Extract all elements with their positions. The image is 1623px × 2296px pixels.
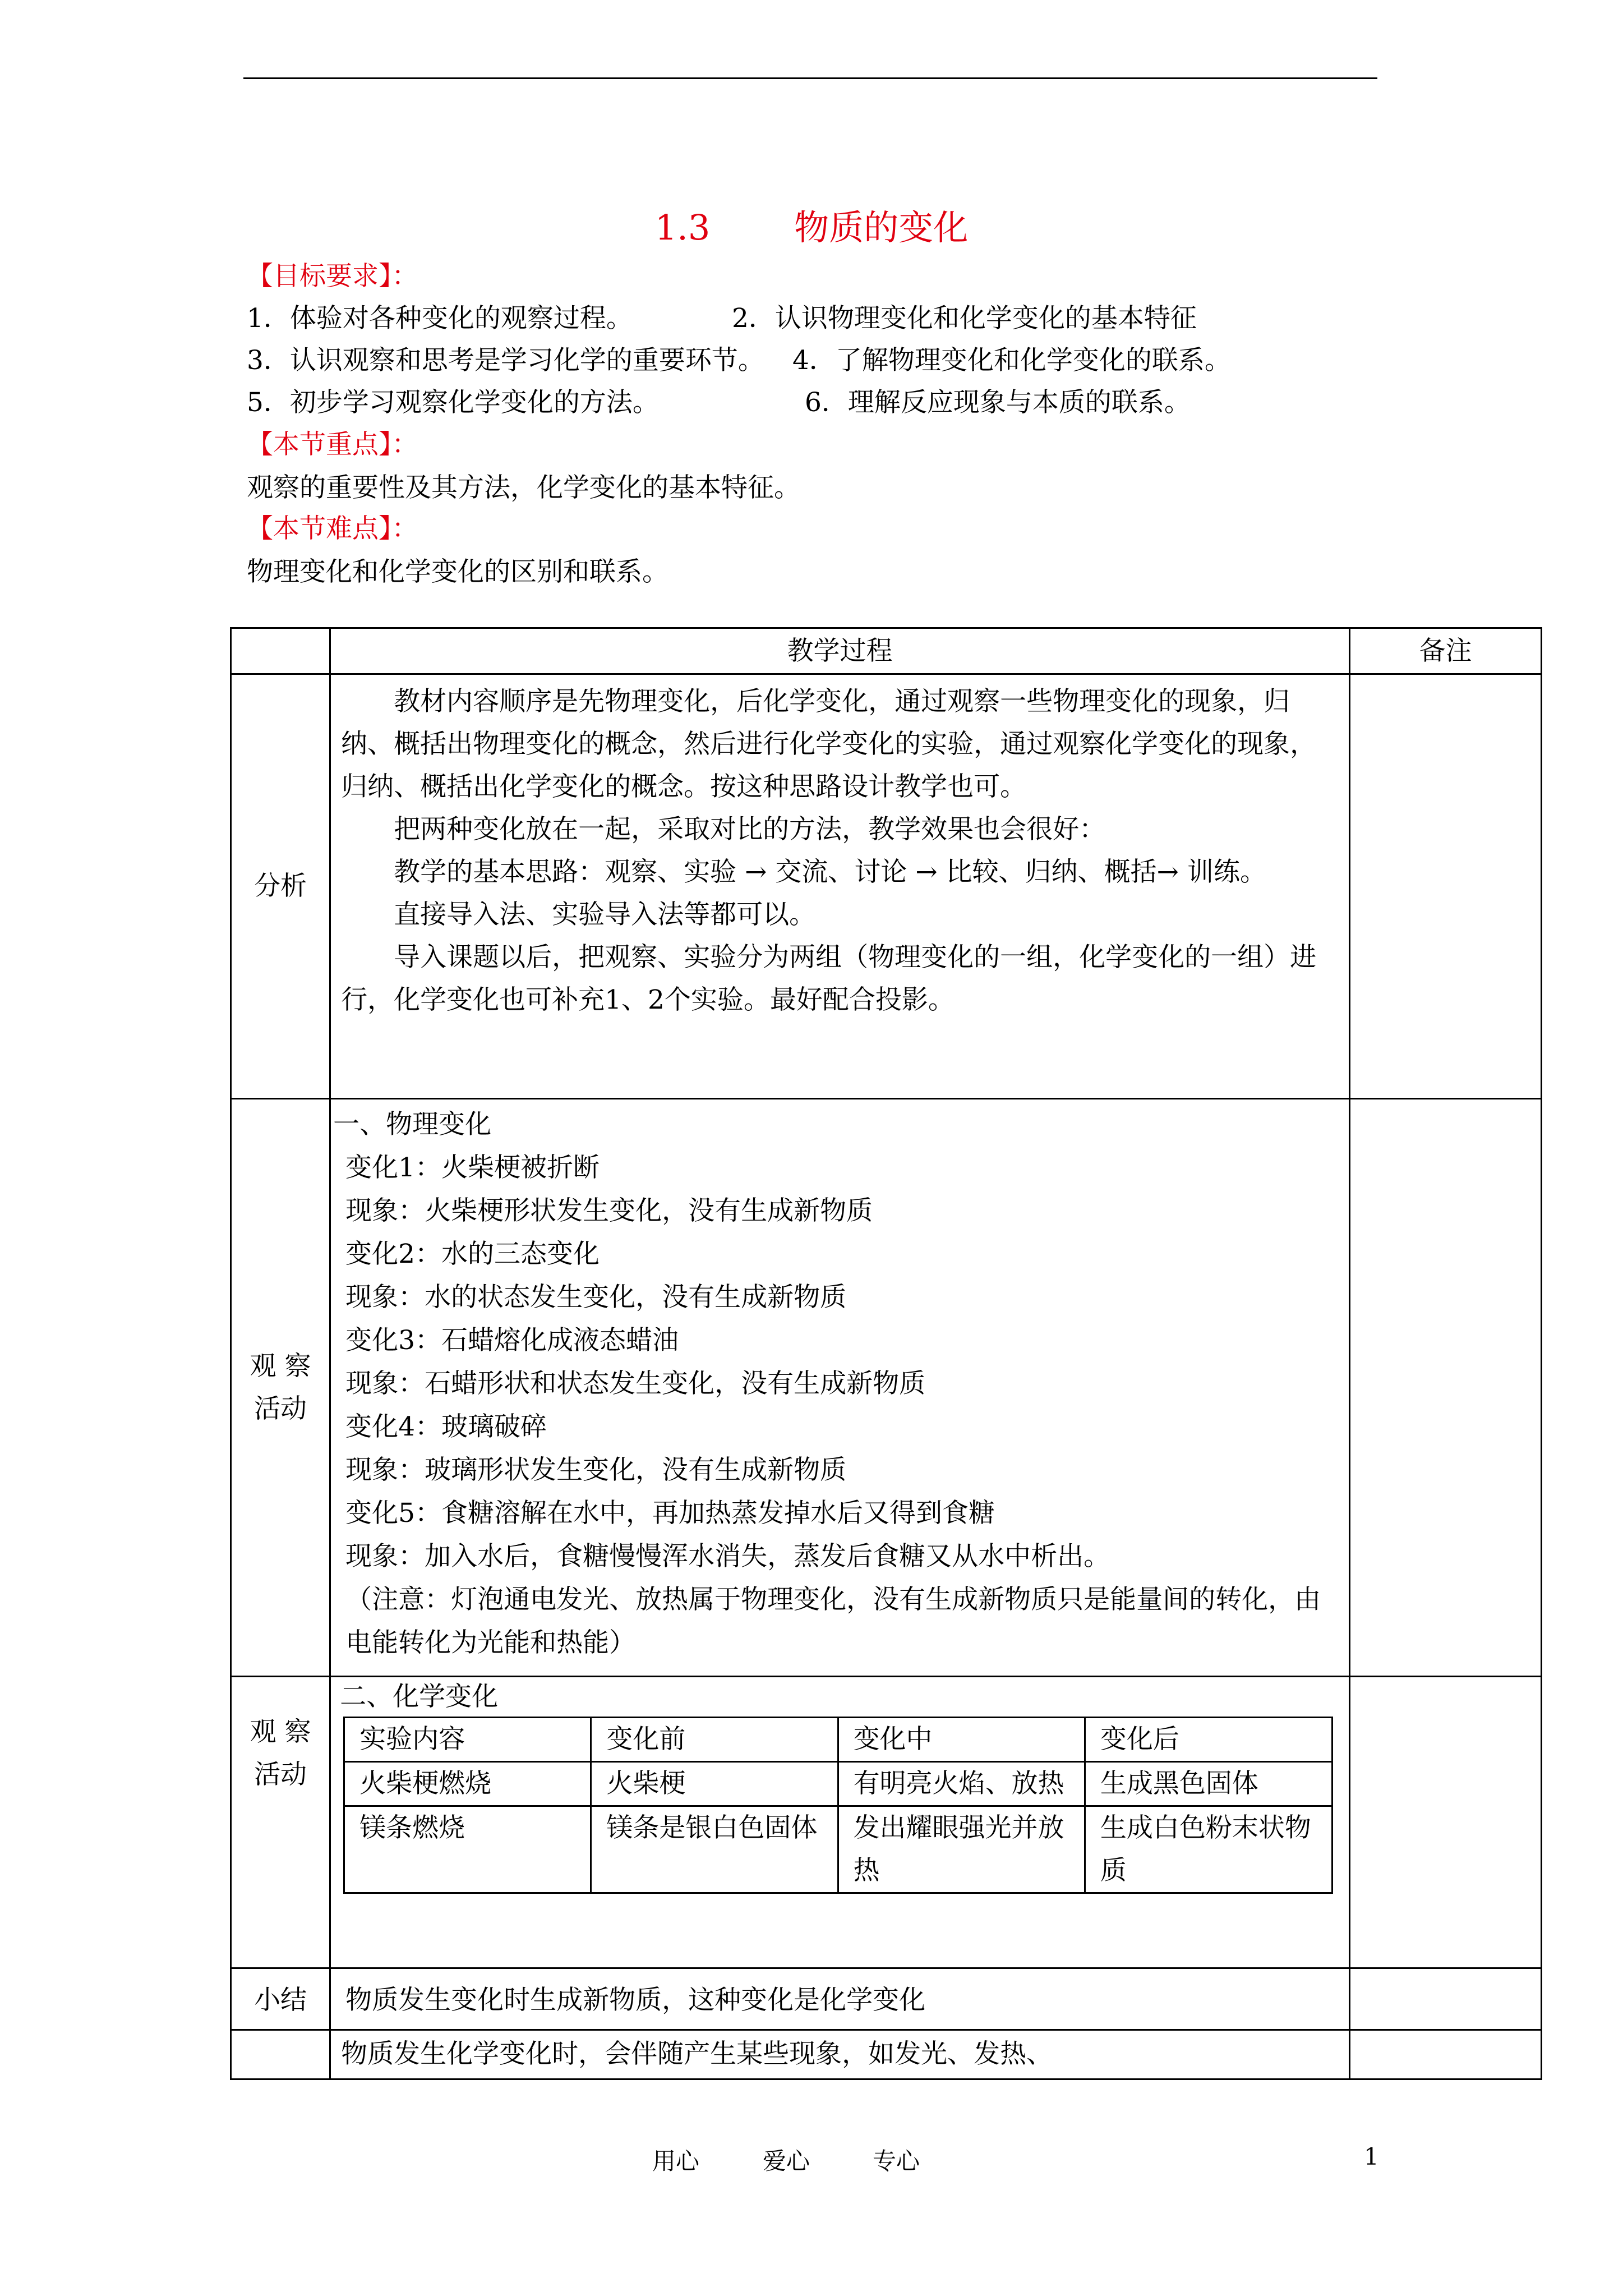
page-title — [0, 200, 1623, 250]
analysis-paragraph: 导入课题以后，把观察、实验分为两组（物理变化的一组，化学变化的一组）进行，化学变化也可补充1、2个实验。最好配合投影。 — [341, 942, 1317, 1015]
header-process: 教学过程 — [330, 628, 1350, 674]
physical-line: 变化2：水的三态变化 — [345, 1239, 600, 1269]
experiment-cell: 火柴梗燃烧 — [344, 1762, 591, 1806]
footer-motto-3: 专心 — [873, 2147, 920, 2175]
summary-text: 物质发生变化时生成新物质，这种变化是化学变化 — [330, 1968, 1350, 2030]
analysis-content — [330, 674, 1350, 1099]
physical-line: 变化1：火柴梗被折断 — [345, 1152, 600, 1183]
analysis-paragraph: 直接导入法、实验导入法等都可以。 — [394, 899, 816, 930]
chemical-experiment-table — [343, 1717, 1333, 1894]
last-row-text: 物质发生化学变化时，会伴随产生某些现象，如发光、发热、 — [330, 2030, 1350, 2079]
table-header-row — [231, 628, 1542, 674]
lesson-table — [230, 627, 1542, 2080]
objective-6: 6．理解反应现象与本质的联系。 — [805, 387, 1191, 418]
experiment-cell: 有明亮火焰、放热 — [838, 1762, 1085, 1806]
last-row — [231, 2030, 1542, 2079]
key-points-heading: 【本节重点】： — [247, 429, 418, 460]
analysis-paragraph: 把两种变化放在一起，采取对比的方法，教学效果也会很好： — [394, 814, 1106, 845]
physical-notes — [1350, 1099, 1542, 1677]
chemical-heading: 二、化学变化 — [340, 1681, 499, 1712]
summary-row — [231, 1968, 1542, 2030]
experiment-column-header: 变化前 — [591, 1718, 838, 1762]
physical-line: 现象：水的状态发生变化，没有生成新物质 — [345, 1282, 847, 1313]
physical-line: 现象：加入水后，食糖慢慢浑水消失，蒸发后食糖又从水中析出。 — [345, 1541, 1110, 1572]
header-rule — [243, 77, 1377, 79]
experiment-column-header: 变化中 — [838, 1718, 1085, 1762]
experiment-column-header: 变化后 — [1085, 1718, 1332, 1762]
analysis-label: 分析 — [231, 674, 330, 1099]
objective-4: 4．了解物理变化和化学变化的联系。 — [792, 345, 1231, 376]
experiment-cell: 生成黑色固体 — [1085, 1762, 1332, 1806]
analysis-paragraph: 教学的基本思路：观察、实验 → 交流、讨论 → 比较、归纳、概括→ 训练。 — [394, 857, 1266, 887]
experiment-header-row — [344, 1718, 1332, 1762]
page-number: 1 — [1364, 2143, 1379, 2170]
difficulties-text: 物理变化和化学变化的区别和联系。 — [247, 556, 668, 587]
header-blank-cell — [231, 628, 330, 674]
experiment-cell: 发出耀眼强光并放热 — [838, 1806, 1085, 1893]
analysis-paragraph: 教材内容顺序是先物理变化，后化学变化，通过观察一些物理变化的现象，归纳、概括出物理变化的概念，然后进行化学变化的实验，通过观察化学变化的现象，归纳、概括出化学变化的概念。按这种思路设计教学也可。 — [341, 686, 1317, 802]
physical-note: （注意：灯泡通电发光、放热属于物理变化，没有生成新物质只是能量间的转化，由电能转化为光能和热能） — [345, 1584, 1321, 1658]
summary-notes — [1350, 1968, 1542, 2030]
difficulties-heading: 【本节难点】： — [247, 513, 418, 544]
physical-label: 观 察 活动 — [231, 1099, 330, 1677]
experiment-row — [344, 1762, 1332, 1806]
summary-label: 小结 — [231, 1968, 330, 2030]
experiment-cell: 镁条是银白色固体 — [591, 1806, 838, 1893]
experiment-column-header: 实验内容 — [344, 1718, 591, 1762]
objective-5: 5．初步学习观察化学变化的方法。 — [247, 387, 659, 418]
physical-line: 现象：石蜡形状和状态发生变化，没有生成新物质 — [345, 1368, 926, 1399]
objectives-heading: 【目标要求】： — [247, 261, 418, 292]
analysis-row — [231, 674, 1542, 1099]
experiment-cell: 镁条燃烧 — [344, 1806, 591, 1893]
experiment-cell: 火柴梗 — [591, 1762, 838, 1806]
footer-motto-2: 爱心 — [763, 2147, 810, 2175]
chemical-notes — [1350, 1677, 1542, 1968]
last-notes — [1350, 2030, 1542, 2079]
objective-2: 2．认识物理变化和化学变化的基本特征 — [732, 303, 1197, 334]
last-label — [231, 2030, 330, 2079]
header-notes: 备注 — [1350, 628, 1542, 674]
section-number: 1.3 — [654, 207, 711, 248]
experiment-cell: 生成白色粉末状物质 — [1085, 1806, 1332, 1893]
objective-3: 3．认识观察和思考是学习化学的重要环节。 — [247, 345, 764, 376]
chemical-row — [231, 1677, 1542, 1968]
chemical-label: 观 察 活动 — [231, 1677, 330, 1968]
section-title: 物质的变化 — [794, 207, 969, 248]
physical-content — [330, 1099, 1350, 1677]
physical-line: 变化3：石蜡熔化成液态蜡油 — [345, 1325, 679, 1356]
analysis-notes — [1350, 674, 1542, 1099]
physical-row — [231, 1099, 1542, 1677]
footer-motto-1: 用心 — [652, 2147, 700, 2175]
physical-heading: 一、物理变化 — [333, 1109, 492, 1140]
physical-line: 变化5：食糖溶解在水中，再加热蒸发掉水后又得到食糖 — [345, 1498, 995, 1529]
objective-1: 1．体验对各种变化的观察过程。 — [247, 303, 633, 334]
experiment-row — [344, 1806, 1332, 1893]
physical-line: 现象：火柴梗形状发生变化，没有生成新物质 — [345, 1195, 873, 1226]
key-points-text: 观察的重要性及其方法，化学变化的基本特征。 — [247, 472, 800, 503]
physical-line: 现象：玻璃形状发生变化，没有生成新物质 — [345, 1455, 847, 1485]
chemical-content — [330, 1677, 1350, 1968]
physical-line: 变化4：玻璃破碎 — [345, 1411, 547, 1442]
